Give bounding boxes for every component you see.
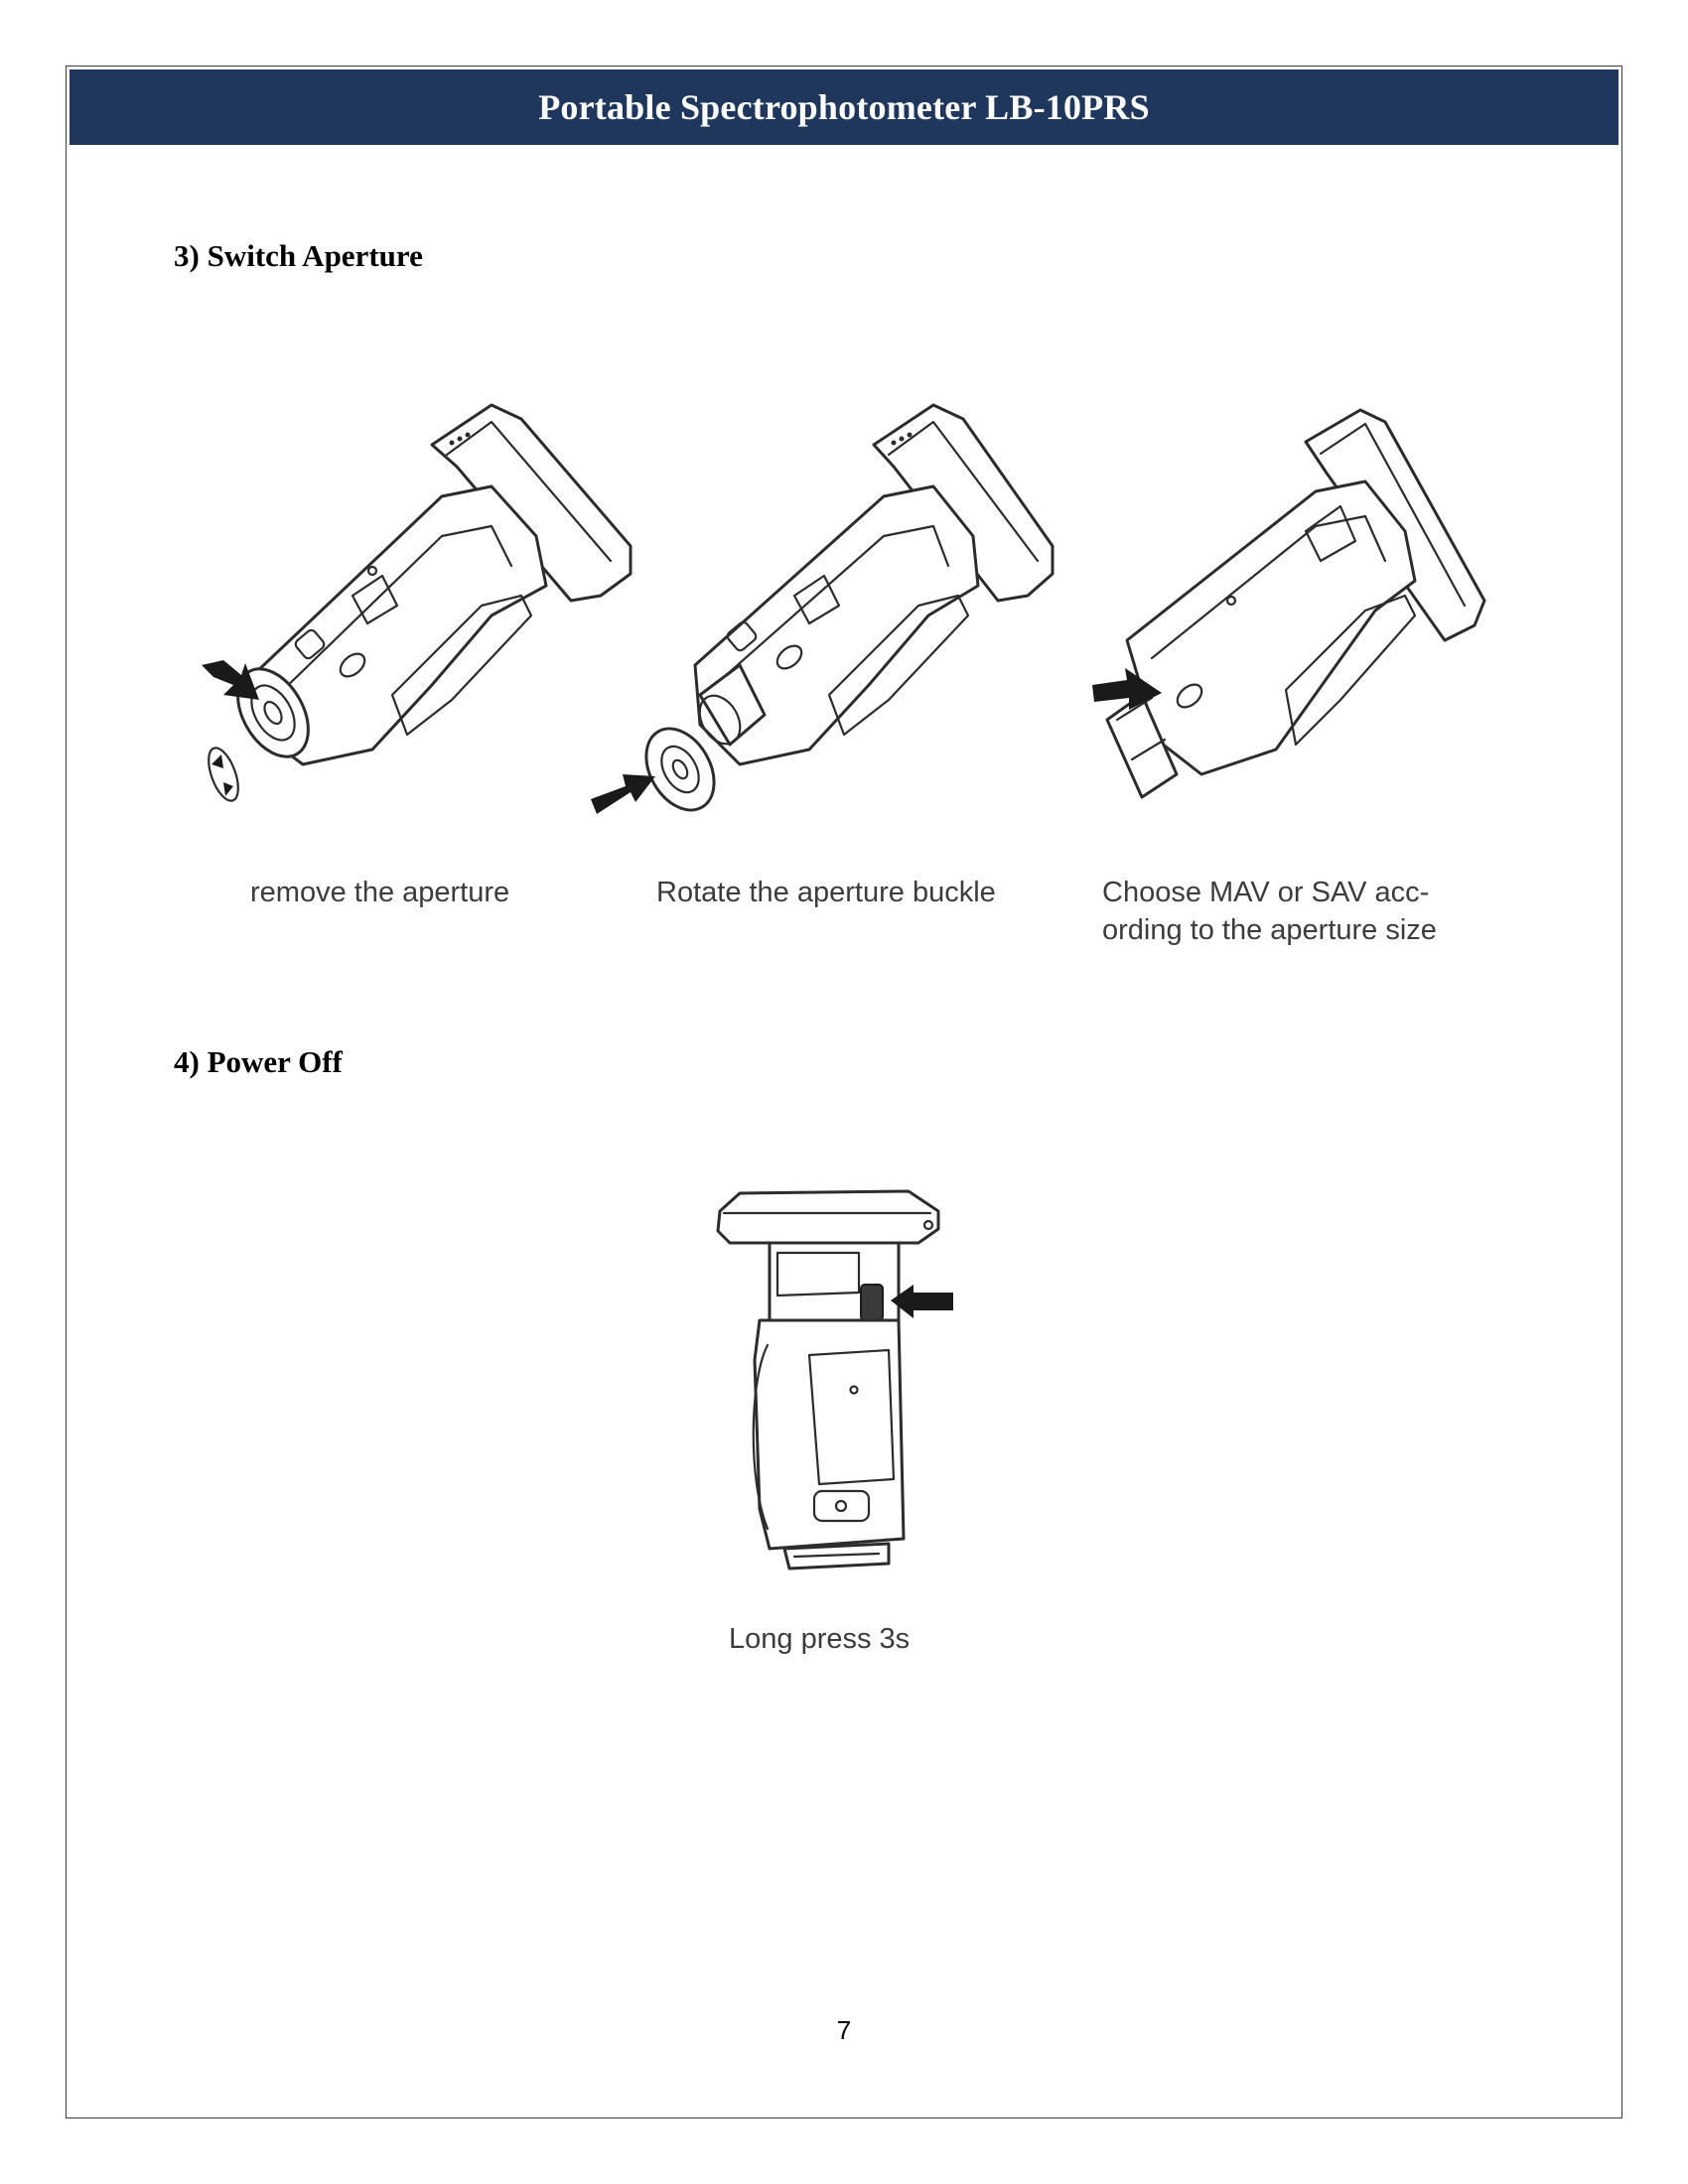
spectrophotometer-power-button-illustration bbox=[710, 1181, 958, 1578]
caption-remove-aperture: remove the aperture bbox=[250, 877, 510, 908]
spectrophotometer-rotate-buckle-illustration bbox=[591, 397, 1067, 824]
caption-rotate-buckle: Rotate the aperture buckle bbox=[656, 877, 996, 908]
spectrophotometer-remove-aperture-illustration bbox=[194, 397, 650, 834]
caption-choose-mav-sav-line2: ording to the aperture size bbox=[1102, 914, 1437, 946]
caption-choose-mav-sav-line1: Choose MAV or SAV acc- bbox=[1102, 877, 1430, 908]
spectrophotometer-choose-mav-sav-illustration bbox=[1087, 402, 1504, 819]
section-heading-power-off: 4) Power Off bbox=[174, 1044, 343, 1079]
caption-long-press: Long press 3s bbox=[729, 1623, 911, 1655]
page-header-title: Portable Spectrophotometer LB-10PRS bbox=[70, 69, 1618, 145]
section-heading-switch-aperture: 3) Switch Aperture bbox=[174, 238, 423, 273]
page-number: 7 bbox=[836, 2015, 852, 2045]
page-border bbox=[66, 66, 1622, 2118]
